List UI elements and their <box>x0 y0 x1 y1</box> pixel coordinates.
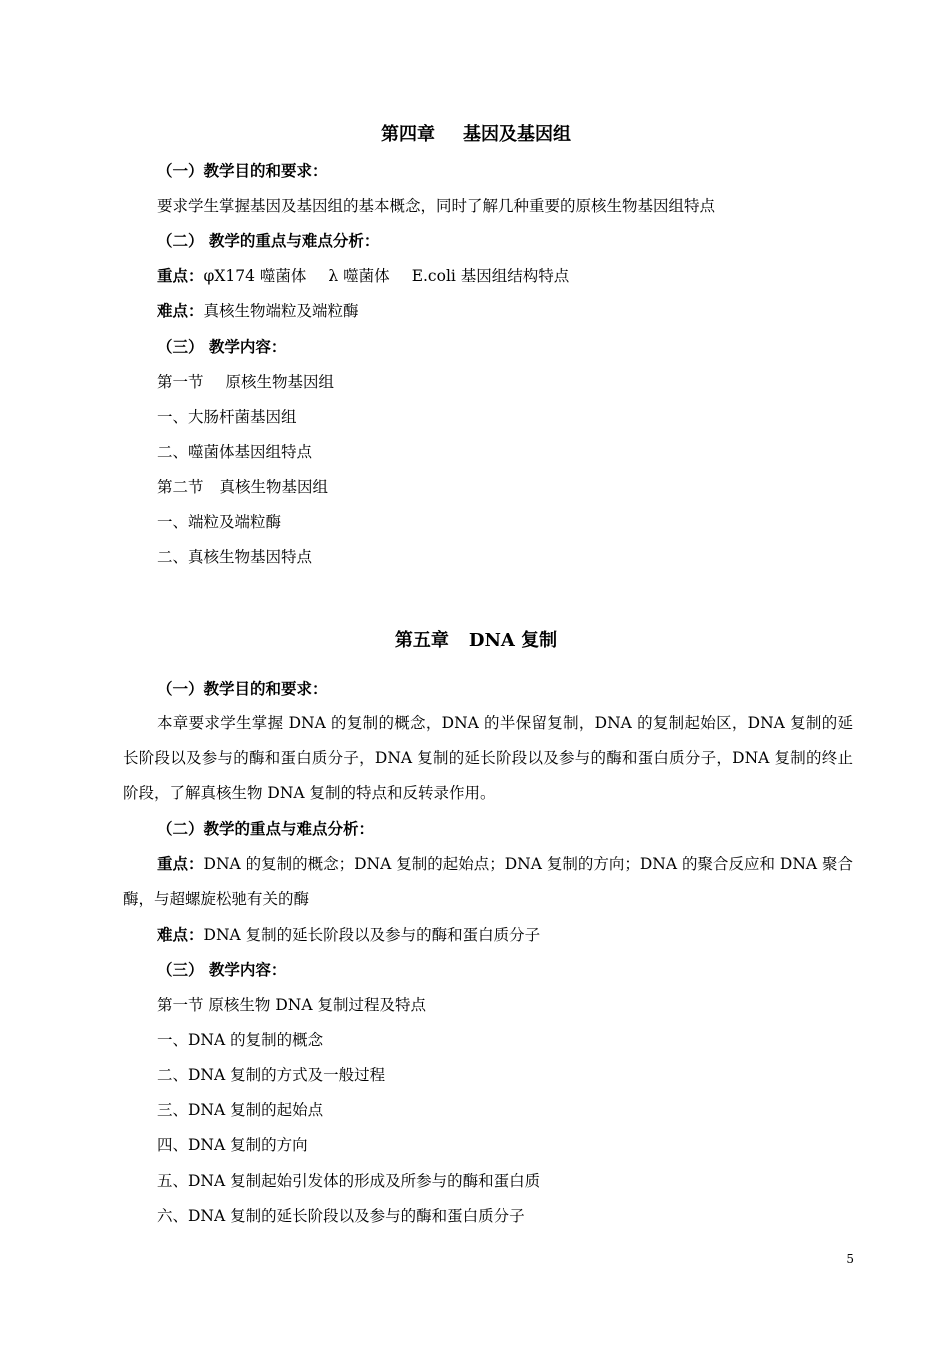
ch5-section-3-heading: （三） 教学内容： <box>157 960 287 979</box>
ch4-key-b: λ 噬菌体 <box>328 267 390 285</box>
ch5-key-text: DNA 的复制的概念；DNA 复制的起始点；DNA 复制的方向；DNA 的聚合反应和 DNA 聚合酶，与超螺旋松驰有关的酶 <box>123 855 853 908</box>
ch5-item-5: 五、DNA 复制起始引发体的形成及所参与的酶和蛋白质 <box>157 1172 541 1190</box>
ch4-sec1-name: 原核生物基因组 <box>225 373 335 391</box>
ch4-item-2: 二、噬菌体基因组特点 <box>157 443 313 461</box>
ch5-item-6: 六、DNA 复制的延长阶段以及参与的酶和蛋白质分子 <box>157 1207 525 1225</box>
page-number: 5 <box>846 1252 854 1266</box>
chapter-5-title <box>0 630 952 652</box>
chapter-4-title <box>0 124 952 146</box>
ch4-key-c: E.coli 基因组结构特点 <box>411 267 570 285</box>
ch4-section-3-heading: （三） 教学内容： <box>157 337 287 356</box>
ch4-section-2-title <box>157 477 328 497</box>
ch5-item-3: 三、DNA 复制的起始点 <box>157 1101 324 1119</box>
chapter-5-number: 第五章 <box>394 630 449 651</box>
ch5-section-2-heading: （二）教学的重点与难点分析： <box>157 819 375 838</box>
ch5-item-4: 四、DNA 复制的方向 <box>157 1136 308 1154</box>
ch4-key-a: φX174 噬菌体 <box>203 267 307 285</box>
ch4-item-3: 一、端粒及端粒酶 <box>157 513 282 531</box>
ch4-sec2-name: 真核生物基因组 <box>219 478 329 496</box>
chapter-5-name: DNA 复制 <box>468 630 558 651</box>
ch5-item-1: 一、DNA 的复制的概念 <box>157 1031 324 1049</box>
ch5-key-points <box>123 846 853 917</box>
ch4-sec1-number: 第一节 <box>157 373 204 391</box>
ch5-section-1-paragraph: 本章要求学生掌握 DNA 的复制的概念，DNA 的半保留复制，DNA 的复制起始区，DNA 复制的延长阶段以及参与的酶和蛋白质分子，DNA 复制的延长阶段以及参与的酶和蛋白质分子，DNA 复制的终止阶段，了解真核生物 DNA 复制的特点和反转录作用。 <box>123 714 853 802</box>
ch4-sec2-number: 第二节 <box>157 478 204 496</box>
ch4-difficult-points <box>157 301 359 321</box>
ch4-section-1-text: 要求学生掌握基因及基因组的基本概念，同时了解几种重要的原核生物基因组特点 <box>157 197 716 215</box>
ch4-section-1-heading: （一）教学目的和要求： <box>157 161 328 180</box>
ch4-diff-text: 真核生物端粒及端粒酶 <box>203 302 359 320</box>
ch5-item-2: 二、DNA 复制的方式及一般过程 <box>157 1066 386 1084</box>
ch5-diff-text: DNA 复制的延长阶段以及参与的酶和蛋白质分子 <box>203 926 541 944</box>
ch4-item-1: 一、大肠杆菌基因组 <box>157 408 297 426</box>
ch4-section-2-heading: （二） 教学的重点与难点分析： <box>157 231 380 250</box>
ch4-key-points <box>157 266 569 286</box>
ch4-item-4: 二、真核生物基因特点 <box>157 548 313 566</box>
ch5-section-1-heading: （一）教学目的和要求： <box>157 679 328 698</box>
ch4-diff-label: 难点： <box>157 301 204 320</box>
ch4-key-label: 重点： <box>157 266 204 285</box>
ch5-key-label: 重点： <box>157 854 204 873</box>
chapter-4-name: 基因及基因组 <box>463 124 571 145</box>
ch4-section-1-title <box>157 372 334 392</box>
ch5-diff-label: 难点： <box>157 925 204 944</box>
ch5-difficult-points <box>157 925 540 945</box>
chapter-4-number: 第四章 <box>381 124 435 145</box>
ch5-section-1-title: 第一节 原核生物 DNA 复制过程及特点 <box>157 996 426 1014</box>
